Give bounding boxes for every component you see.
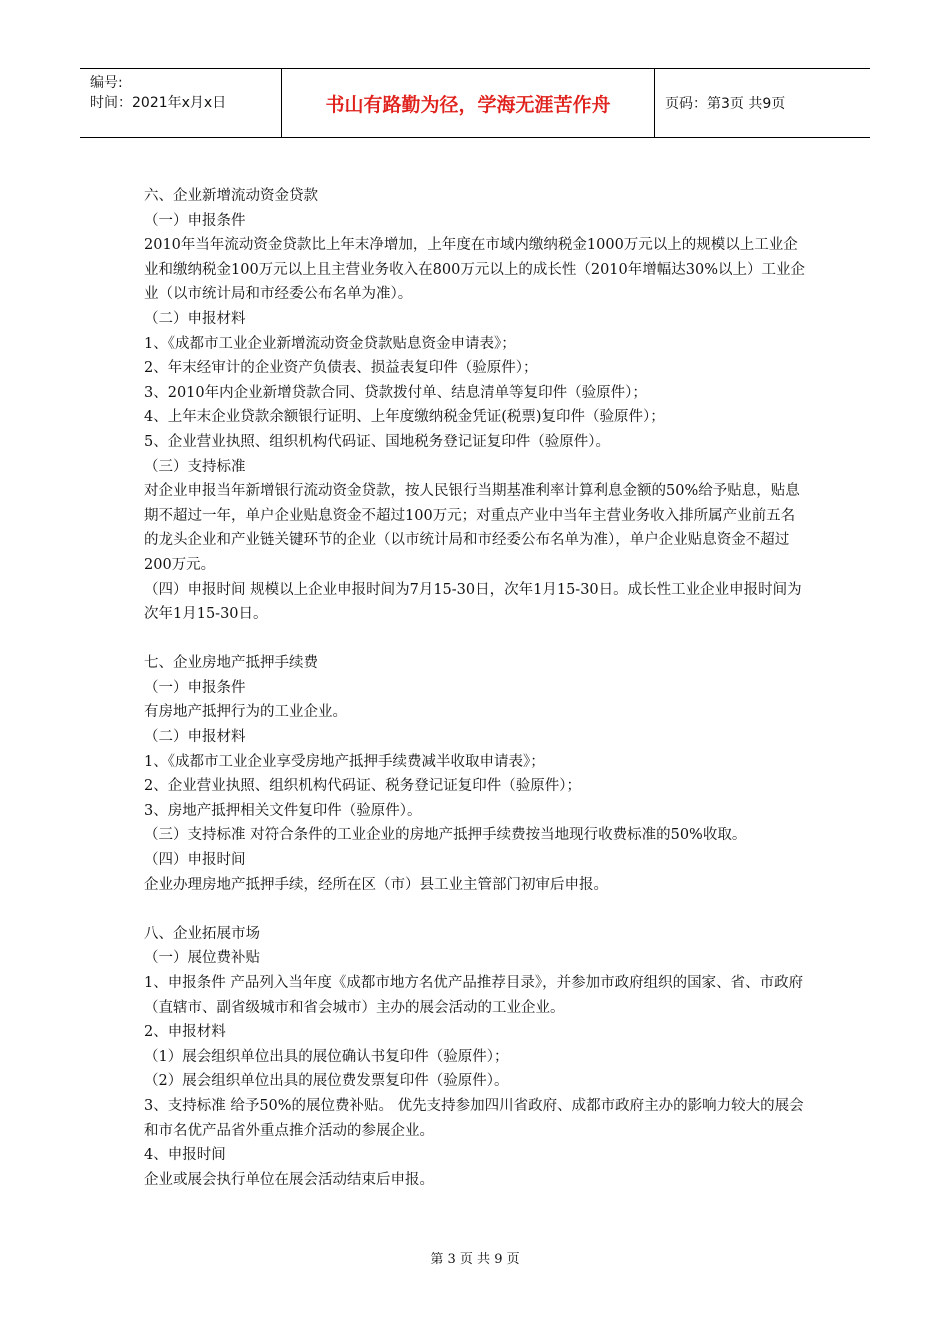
list-item: 3、2010年内企业新增贷款合同、贷款拨付单、结息清单等复印件（验原件）； [144,384,647,401]
paragraph: （四）申报时间 规模以上企业申报时间为7月15-30日，次年1月15-30日。成长性工业企业申报时间为次年1月15-30日。 [144,581,802,623]
header-meta [80,69,282,137]
subheading: （一）申报条件 [144,212,246,229]
list-item: （1）展会组织单位出具的展位确认书复印件（验原件）； [144,1048,509,1065]
paragraph: 企业或展会执行单位在展会活动结束后申报。 [144,1171,434,1188]
paragraph: 有房地产抵押行为的工业企业。 [144,704,347,721]
section-heading: 七、企业房地产抵押手续费 [144,655,318,672]
list-item: 4、上年末企业贷款余额银行证明、上年度缴纳税金凭证(税票)复印件（验原件）； [144,409,665,426]
list-item: 1、《成都市工业企业享受房地产抵押手续费减半收取申请表》； [144,753,545,770]
time-label: 时间：2021年x月x日 [90,95,227,111]
number-label: 编号: [90,75,123,91]
list-item: 2、年末经审计的企业资产负债表、损益表复印件（验原件）； [144,360,538,377]
subheading: 2、申报材料 [144,1024,226,1041]
paragraph: 企业办理房地产抵押手续，经所在区（市）县工业主管部门初审后申报。 [144,876,608,893]
section-6 [144,184,808,627]
subheading: （一）展位费补贴 [144,950,260,967]
subheading: （二）申报材料 [144,310,246,327]
document-body [144,184,808,1192]
subheading: （四）申报时间 [144,852,246,869]
document-header [80,68,870,138]
header-motto: 书山有路勤为径，学海无涯苦作舟 [282,69,655,137]
paragraph: 2010年当年流动资金贷款比上年末净增加，上年度在市域内缴纳税金1000万元以上的规模以上工业企业和缴纳税金100万元以上且主营业务收入在800万元以上的成长性（2010年增幅达30%以上）工业企业（以市统计局和市经委公布名单为准）。 [144,237,805,303]
subheading: 4、申报时间 [144,1147,226,1164]
paragraph: （三）支持标准 对符合条件的工业企业的房地产抵押手续费按当地现行收费标准的50%收取。 [144,827,747,844]
page-footer: 第 3 页 共 9 页 [430,1252,520,1267]
subheading: （三）支持标准 [144,458,246,475]
subheading: （二）申报材料 [144,729,246,746]
section-7 [144,651,808,897]
section-heading: 六、企业新增流动资金贷款 [144,188,318,204]
list-item: （2）展会组织单位出具的展位费发票复印件（验原件）。 [144,1073,509,1090]
header-page-label: 页码：第3页 共9页 [665,96,786,112]
section-gap [144,627,808,652]
paragraph: 对企业申报当年新增银行流动资金贷款，按人民银行当期基准利率计算利息金额的50%给予贴息，贴息期不超过一年，单户企业贴息资金不超过100万元；对重点产业中当年主营业务收入排所属产业前五名的龙头企业和产业链关键环节的企业（以市统计局和市经委公布名单为准），单户企业贴息资金不超过200万元。 [144,483,800,573]
list-item: 3、房地产抵押相关文件复印件（验原件）。 [144,802,422,819]
paragraph: 3、支持标准 给予50%的展位费补贴。 优先支持参加四川省政府、成都市政府主办的影响力较大的展会和市名优产品省外重点推介活动的参展企业。 [144,1097,804,1139]
paragraph: 1、申报条件 产品列入当年度《成都市地方名优产品推荐目录》，并参加市政府组织的国家、省、市政府（直辖市、副省级城市和省会城市）主办的展会活动的工业企业。 [144,975,804,1016]
subheading: （一）申报条件 [144,679,246,696]
list-item: 2、企业营业执照、组织机构代码证、税务登记证复印件（验原件）； [144,778,581,795]
section-heading: 八、企业拓展市场 [144,925,260,942]
list-item: 5、企业营业执照、组织机构代码证、国地税务登记证复印件（验原件）。 [144,433,610,450]
section-8 [144,922,808,1193]
section-gap [144,897,808,922]
list-item: 1、《成都市工业企业新增流动资金贷款贴息资金申请表》； [144,335,516,352]
